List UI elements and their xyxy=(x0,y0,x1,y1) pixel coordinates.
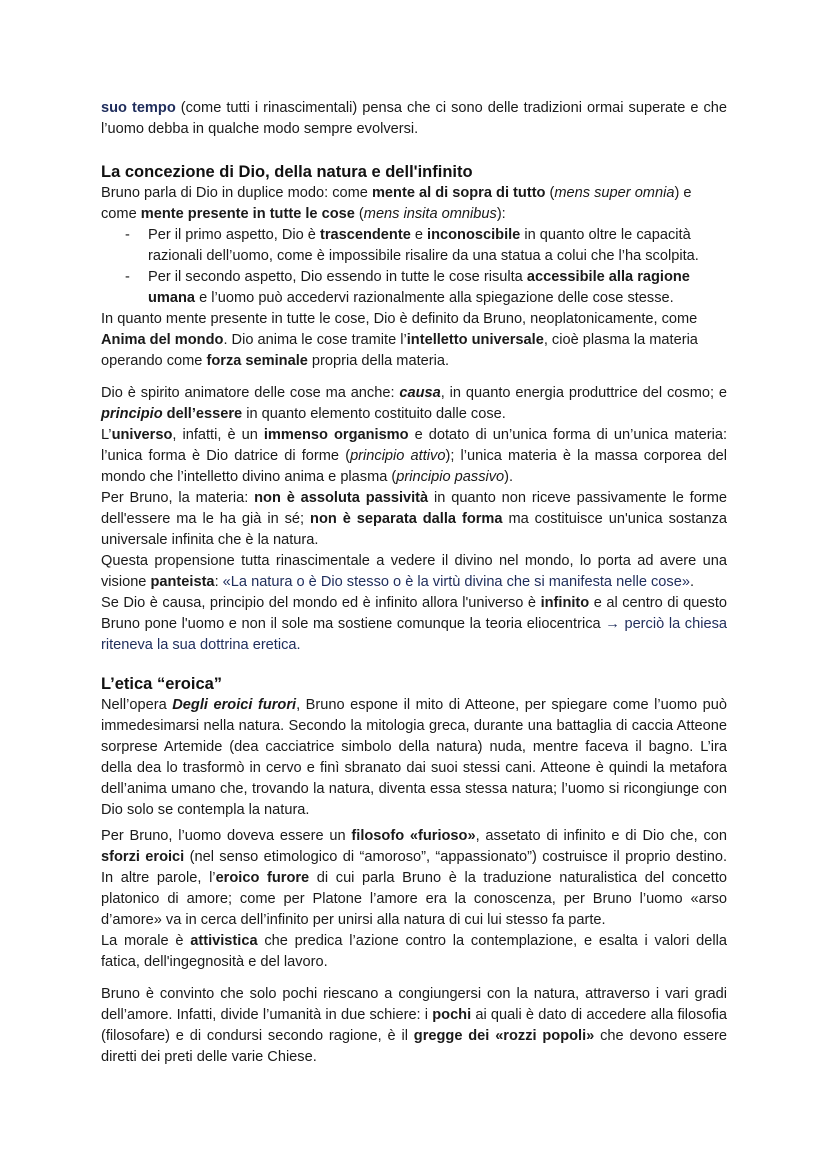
paragraph-pochi-gregge: Bruno è convinto che solo pochi riescano a congiungersi con la natura, attraverso i vari gradi dell’amore. Infatti, divide l’umanità in due schiere: i pochi ai quali è dato di accedere alla filosofia (filosofare) e di condursi secondo ragione, è il gregge dei «rozzi popoli» che devono essere diretti dei preti delle varie Chiese. xyxy=(101,986,727,1065)
aspects-list xyxy=(101,225,727,309)
section-heading-dio-natura: La concezione di Dio, della natura e dell'infinito xyxy=(101,163,473,181)
bold-term: suo tempo xyxy=(101,100,176,116)
paragraph-dio-duplice: Bruno parla di Dio in duplice modo: come mente al di sopra di tutto (mens super omnia) e come mente presente in tutte le cose (mens insita omnibus): xyxy=(101,185,692,222)
quote: «La natura o è Dio stesso o è la virtù divina che si manifesta nelle cose» xyxy=(222,574,690,590)
section-heading-etica-eroica: L’etica “eroica” xyxy=(101,675,223,693)
intro-paragraph: suo tempo (come tutti i rinascimentali) pensa che ci sono delle tradizioni ormai superate e che l’uomo debba in qualche modo sempre evolversi. xyxy=(101,100,728,137)
list-item: - Per il primo aspetto, Dio è trascendente e inconoscibile in quanto oltre le capacità razionali dell’uomo, come è impossibile risalire da una statua a colui che l’ha scolpita. xyxy=(125,227,699,264)
list-item: - Per il secondo aspetto, Dio essendo in tutte le cose risulta accessibile alla ragione umana e l’uomo può accedervi razionalmente alla spiegazione delle cose stesse. xyxy=(125,269,690,306)
paragraph-anima-mondo: In quanto mente presente in tutte le cose, Dio è definito da Bruno, neoplatonicamente, come Anima del mondo. Dio anima le cose tramite l’intelletto universale, cioè plasma la materia operando come forza seminale propria della materia. xyxy=(101,311,698,369)
dash-bullet: - xyxy=(125,227,130,243)
paragraph-causa-universo: Dio è spirito animatore delle cose ma anche: causa, in quanto energia produttrice del cosmo; e principio dell’essere in quanto elemento costituito dalle cose. L’universo, infatti, è un immenso organismo e dotato di un’unica forma di un’unica materia: l’unica forma è Dio datrice di forme (principio attivo); l’unica materia è la massa corporea del mondo che l’intelletto divino anima e plasma (principio passivo). xyxy=(101,385,727,485)
dash-bullet: - xyxy=(125,269,130,285)
paragraph-filosofo-furioso: Per Bruno, l’uomo doveva essere un filosofo «furioso», assetato di infinito e di Dio che, con sforzi eroici (nel senso etimologico di “amoroso”, “appassionato”) costruisce il proprio destino. In altre parole, l’eroico furore di cui parla Bruno è la traduzione naturalistica del concetto platonico di amore; come per Platone l’amore era la conoscenza, per Bruno l’uomo «arso d’amore» va in cerca dell’infinito per unirsi alla natura di cui lui stesso fa parte. La morale è attivistica che predica l’azione contro la contemplazione, e esalta i valori della fatica, dell'ingegnosità e del lavoro. xyxy=(101,828,728,970)
conclusion-note: → perciò la chiesa riteneva la sua dottrina eretica. xyxy=(101,616,727,653)
paragraph-atteone: Nell’opera Degli eroici furori, Bruno espone il mito di Atteone, per spiegare come l’uomo può immedesimarsi nella natura. Secondo la mitologia greca, durante una battaglia di caccia Atteone sorprese Artemide (dea cacciatrice simbolo della natura) nuda, mentre faceva il bagno. L’ira della dea lo trasformò in cervo e finì sbranato dai suoi stessi cani. Atteone è quindi la metafora dell’anima umano che, trovando la natura, diventa essa stessa natura; l’uomo si ricongiunge con Dio solo se contempla la natura. xyxy=(101,697,728,818)
paragraph-materia: Per Bruno, la materia: non è assoluta passività in quanto non riceve passivamente le forme dell'essere ma le ha già in sé; non è separata dalla forma ma costituisce un'unica sostanza universale infinita che è la natura. Questa propensione tutta rinascimentale a vedere il divino nel mondo, lo porta ad avere una visione panteista: «La natura o è Dio stesso o è la virtù divina che si manifesta nelle cose». Se Dio è causa, principio del mondo ed è infinito allora l'universo è infinito e al centro di questo Bruno pone l'uomo e non il sole ma sostiene comunque la teoria eliocentrica → perciò la chiesa riteneva la sua dottrina eretica. xyxy=(101,490,727,653)
